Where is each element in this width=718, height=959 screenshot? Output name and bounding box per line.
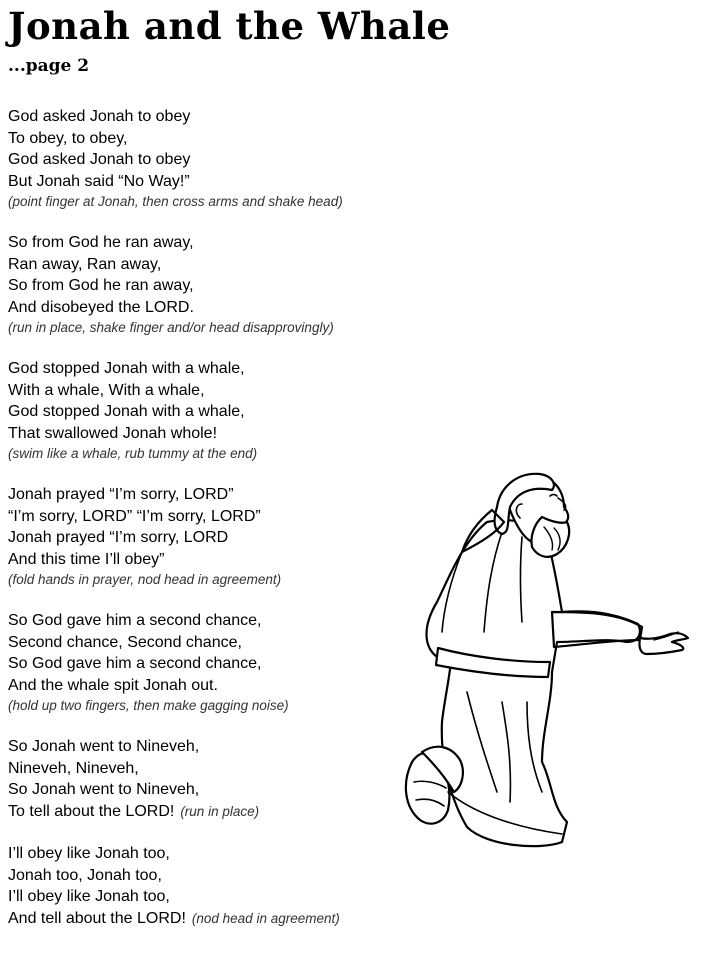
verse-line: And this time I’ll obey” — [8, 550, 165, 568]
verse-3 — [8, 358, 458, 463]
verse-line: God stopped Jonah with a whale, — [8, 403, 245, 420]
verse-line: To obey, to obey, — [8, 129, 128, 147]
verse-line-with-action — [8, 908, 458, 930]
verse-5 — [8, 610, 458, 715]
verse-line: And disobeyed the LORD. — [8, 298, 194, 316]
verse-action: (run in place, shake finger and/or head disapprovingly) — [8, 320, 334, 335]
verse-line-text: To tell about the LORD! — [8, 802, 175, 820]
verse-line: So from God he ran away, — [8, 234, 194, 251]
verse-inline-action: (run in place) — [180, 803, 260, 819]
verse-6 — [8, 736, 458, 822]
verse-line: Nineveh, Nineveh, — [8, 759, 139, 777]
verse-action: (hold up two fingers, then make gagging noise) — [8, 698, 289, 713]
verse-line: I’ll obey like Jonah too, — [8, 845, 170, 862]
verse-line: And the whale spit Jonah out. — [8, 676, 218, 694]
verse-line: God asked Jonah to obey — [8, 151, 191, 168]
verse-7 — [8, 843, 458, 929]
song-lyrics — [8, 106, 458, 950]
verse-line: Jonah prayed “I’m sorry, LORD” — [8, 486, 234, 503]
verse-line: But Jonah said “No Way!” — [8, 172, 190, 190]
page-subtitle: ...page 2 — [8, 56, 90, 76]
robe-body — [426, 520, 639, 846]
verse-line: That swallowed Jonah whole! — [8, 424, 218, 442]
verse-line: With a whale, With a whale, — [8, 381, 205, 399]
verse-line: Ran away, Ran away, — [8, 255, 162, 273]
praying-hand — [639, 633, 688, 654]
verse-line: Second chance, Second chance, — [8, 633, 242, 651]
verse-line-with-action — [8, 801, 458, 823]
verse-line: I’ll obey like Jonah too, — [8, 888, 170, 905]
verse-inline-action: (nod head in agreement) — [191, 910, 340, 926]
verse-1 — [8, 106, 458, 211]
verse-line: So God gave him a second chance, — [8, 612, 262, 629]
page-title: Jonah and the Whale — [8, 4, 451, 48]
verse-line: Jonah too, Jonah too, — [8, 866, 162, 884]
verse-2 — [8, 232, 458, 337]
verse-4 — [8, 484, 458, 589]
verse-line: “I’m sorry, LORD” “I’m sorry, LORD” — [8, 507, 261, 525]
verse-action: (fold hands in prayer, nod head in agreement) — [8, 572, 282, 587]
verse-line-text: And tell about the LORD! — [8, 909, 186, 927]
verse-action: (point finger at Jonah, then cross arms and shake head) — [8, 194, 343, 209]
verse-line: So from God he ran away, — [8, 277, 194, 294]
kneeling-praying-man-icon — [392, 462, 704, 852]
verse-line: Jonah prayed “I’m sorry, LORD — [8, 529, 229, 546]
verse-line: So God gave him a second chance, — [8, 655, 262, 672]
verse-line: God stopped Jonah with a whale, — [8, 360, 245, 377]
verse-line: God asked Jonah to obey — [8, 108, 191, 125]
verse-line: So Jonah went to Nineveh, — [8, 781, 200, 798]
verse-line: So Jonah went to Nineveh, — [8, 738, 200, 755]
verse-action: (swim like a whale, rub tummy at the end) — [8, 446, 258, 461]
